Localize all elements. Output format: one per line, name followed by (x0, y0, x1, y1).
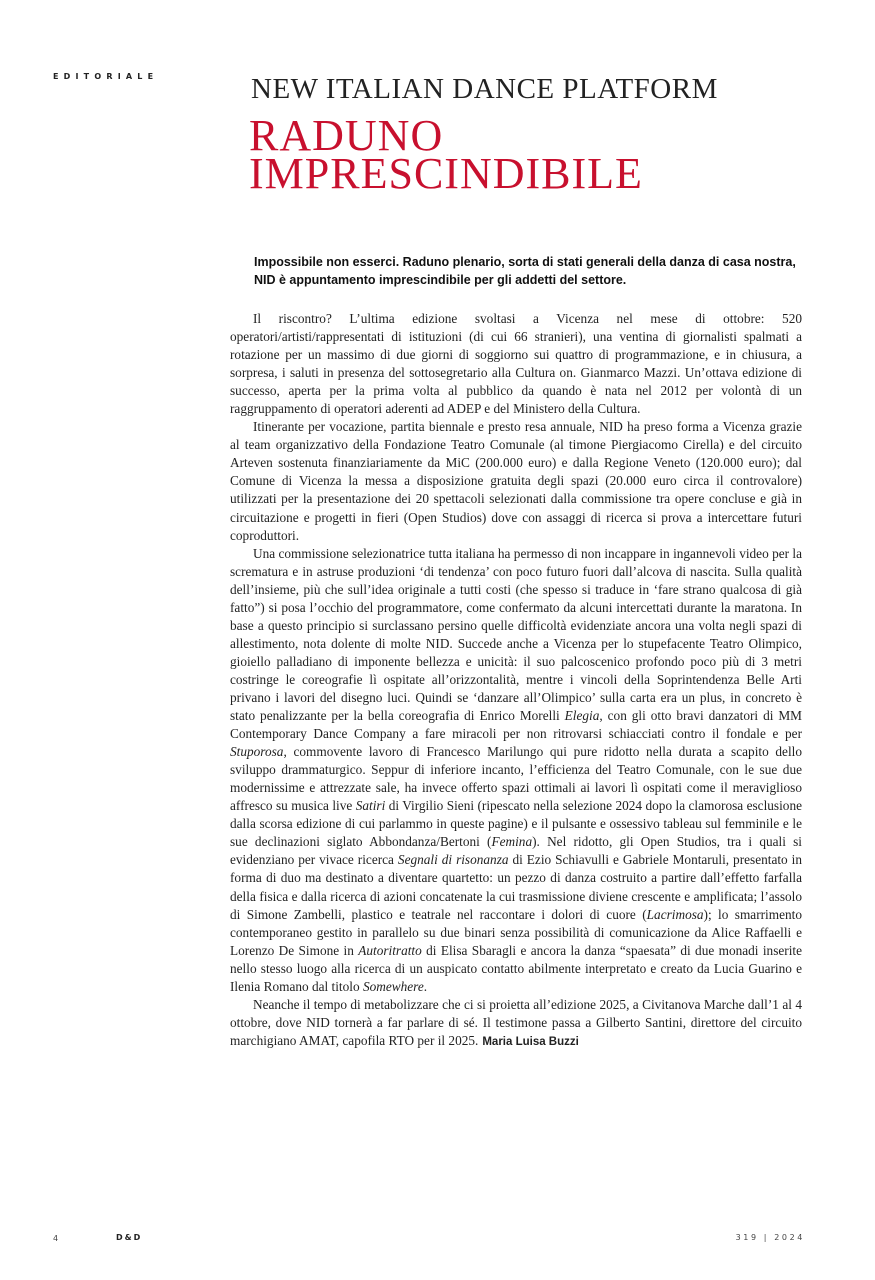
text-segment: Neanche il tempo di metabolizzare che ci si proietta all’edizione 2025, a Civitanova Marche dall’1 al 4 ottobre, dove NID tornerà a far parlare di sé. Il testimone passa a Gilberto Santini, direttore del circuito marchigiano AMAT, capofila RTO per il 2025. (230, 996, 802, 1048)
lead-paragraph: Impossibile non esserci. Raduno plenario, sorta di stati generali della danza di casa nostra, NID è appuntamento imprescindibile per gli addetti del settore. (254, 255, 796, 287)
author-signature: Maria Luisa Buzzi (482, 1035, 579, 1048)
text-segment: ); lo smarrimento contemporaneo gestito in parallelo su due binari senza possibilità di comunicazione da Alice Raffaelli e Lorenzo De Simone in (230, 906, 802, 958)
text-segment: . (423, 978, 428, 994)
title-line-1: RADUNO (249, 111, 444, 160)
work-title-elegia: Elegia (564, 708, 600, 724)
body-paragraph-4 (230, 996, 802, 1051)
text-segment: di Ezio Schiavulli e Gabriele Montaruli, presentato in forma di duo ma destinato a diventare quartetto: un pezzo di danza costruito a partire dall’effetto farfalla della fisica e dalla ricerca di azioni concatenate la cui trasmissione diviene crescente e amplificata; l’assolo di Simone Zambelli, plastico e teatrale nel raccontare i dolori di cuore ( (230, 852, 803, 922)
magazine-name: D&D (116, 1233, 143, 1242)
work-title-lacrimosa: Lacrimosa (646, 906, 704, 922)
work-title-segnali: Segnali di risonanza (397, 852, 509, 868)
text-segment: , commovente lavoro di Francesco Marilungo qui pure ridotto nella durata a scapito dello sviluppo drammaturgico. Seppur di inferiore incanto, l’efficienza del Teatro Comunale, con le sue due modernissime e attrezzate sale, ha invece offerto spazi ottimali ai lavori lì ospitati come il meraviglioso affresco su musica live (230, 744, 802, 814)
work-title-stuporosa: Stuporosa (230, 744, 284, 760)
work-title-autoritratto: Autoritratto (358, 942, 422, 958)
work-title-satiri: Satiri (355, 798, 386, 814)
article-body (230, 310, 802, 1051)
section-label: EDITORIALE (53, 72, 159, 81)
text-segment: di Elisa Sbaragli e ancora la danza “spaesata” di due monadi inserite nello stesso luogo alla ricerca di un auspicato contatto abilmente interpretato e creato da Lucia Guarino e Ilenia Romano dal titolo (230, 942, 802, 994)
text-segment: ). Nel ridotto, gli Open Studios, tra i quali si evidenziano per vivace ricerca (230, 834, 802, 868)
article-title (249, 111, 849, 198)
body-paragraph-3 (230, 545, 802, 996)
issue-number: 319 | 2024 (735, 1233, 805, 1242)
body-paragraph-2: Itinerante per vocazione, partita biennale e presto resa annuale, NID ha preso forma a Vicenza grazie al team organizzativo della Fondazione Teatro Comunale (al timone Piergiacomo Cirella) e del circuito Arteven sostenuta finanziariamente da MiC (200.000 euro) e dalla Regione Veneto (120.000 euro); dal Comune di Vicenza la messa a disposizione gratuita degli spazi (20.000 euro circa il controvalore) utilizzati per la presentazione dei 20 spettacoli selezionati dalla commissione tra opere concluse e già in circuitazione e progetti in fieri (Open Studios) dove con assaggi di ricerca si prova a intercettare futuri coproduttori. (230, 419, 802, 543)
work-title-somewhere: Somewhere (362, 978, 424, 994)
text-segment: di Virgilio Sieni (ripescato nella selezione 2024 dopo la clamorosa esclusione dalla scorsa edizione di cui parlammo in queste pagine) e il pulsante e ossessivo tableau sul femminile e le sue declinazioni siglato Abbondanza/Bertoni ( (230, 798, 802, 850)
article-kicker: NEW ITALIAN DANCE PLATFORM (251, 73, 718, 105)
text-segment: , con gli otto bravi danzatori di MM Contemporary Dance Company a fare miracoli per non ritrovarsi schiacciati contro il fondale e per (230, 708, 802, 742)
body-paragraph-1: Il riscontro? L’ultima edizione svoltasi a Vicenza nel mese di ottobre: 520 operatori/artisti/rappresentati di istituzioni (di cui 66 stranieri), una ventina di giornalisti spalmati a rotazione per un massimo di due giorni di soggiorno sui quattro di programmazione, e in chiusura, a sorpresa, i saluti in presenza del sottosegretario alla Cultura on. Gianmarco Mazzi. Un’ottava edizione di successo, aperta per la prima volta al pubblico da quando è nata nel 2012 per volontà di un raggruppamento di operatori aderenti ad ADEP e del Ministero della Cultura. (230, 311, 802, 417)
text-segment: Una commissione selezionatrice tutta italiana ha permesso di non incappare in ingannevoli video per la scrematura e in astruse produzioni ‘di tendenza’ con poco futuro fuori dall’alcova di nascita. Sulla qualità dell’insieme, più che sull’idea originale a tutti costi (che spesso si traduce in ‘fare strano qualcosa di già fatto”) si posa l’occhio del programmatore, come confermato da alcuni intercettati durante la maratona. In base a questo principio si surclassano persino quelle difficoltà evidenziate ancora una volta negli spazi di allestimento, nota dolente di molte NID. Succede anche a Vicenza per lo stupefacente Teatro Olimpico, gioiello palladiano di imponente bellezza e unicità: il suo palcoscenico profondo poco più di 3 metri costringe le coreografie lì ospitate all’orizzontalità, mentre i vincoli della Soprintendenza Belle Arti privano i lavori del disegno luci. Quindi se ‘danzare all’Olimpico’ sulla carta era un plus, in concreto è stato penalizzante per la bella coreografia di Enrico Morelli (230, 545, 802, 724)
work-title-femina: Femina (491, 834, 533, 850)
page-number: 4 (53, 1234, 59, 1243)
title-line-2: IMPRESCINDIBILE (249, 149, 643, 198)
